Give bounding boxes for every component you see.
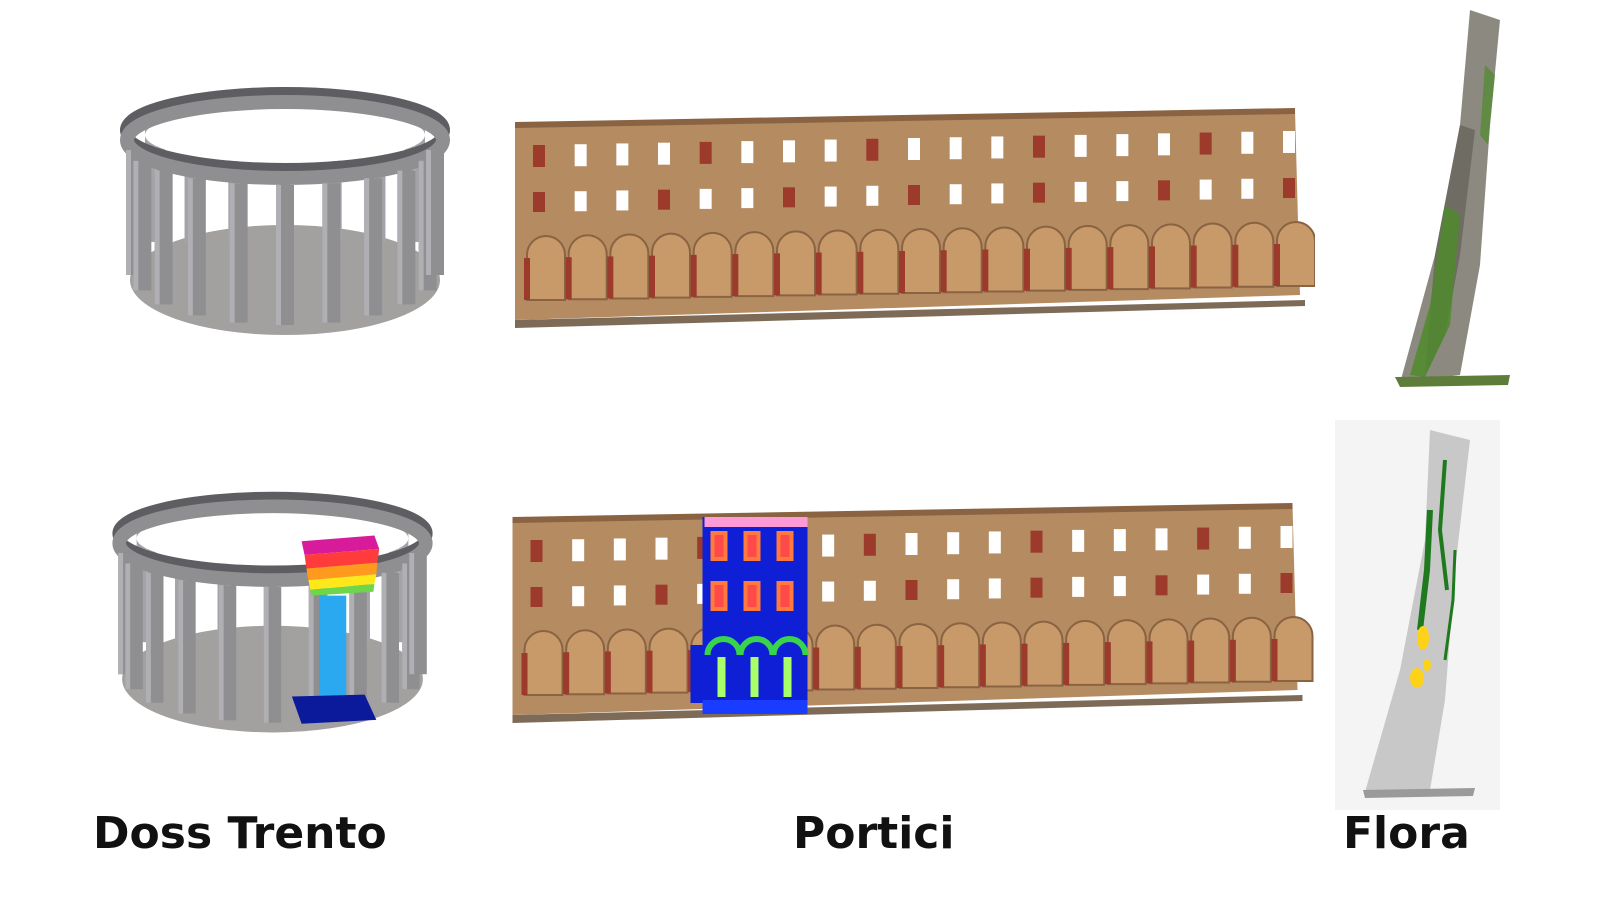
seg-left-pier (691, 645, 703, 703)
portico-arch (525, 631, 563, 695)
pilaster (1105, 642, 1111, 684)
seg-column (718, 657, 726, 697)
column-highlight (219, 585, 224, 720)
portico-arch (1275, 617, 1313, 681)
middle-window (1281, 573, 1293, 593)
upper-window (1158, 133, 1170, 155)
portico-arch (985, 227, 1023, 291)
portico-arch (694, 233, 732, 297)
portico-arch (858, 625, 896, 689)
pilaster (1274, 244, 1280, 286)
portico-arch (566, 630, 604, 694)
seg-window-inner (781, 535, 790, 557)
flora-segmented (1335, 420, 1500, 810)
upper-window (783, 140, 795, 162)
portici-pointcloud (515, 100, 1315, 330)
middle-window (575, 191, 587, 211)
pilaster (1066, 248, 1072, 290)
upper-window (1116, 134, 1128, 156)
middle-window (1031, 578, 1043, 598)
middle-window (741, 188, 753, 208)
middle-window (1075, 182, 1087, 202)
column-highlight (397, 171, 402, 305)
middle-window (700, 189, 712, 209)
pilaster (980, 644, 986, 686)
doss-trento-pointcloud (110, 80, 460, 350)
column-highlight (322, 183, 327, 322)
flora-pointcloud (1390, 5, 1520, 390)
portico-arch (610, 234, 648, 298)
upper-window (1239, 527, 1251, 549)
upper-window (950, 137, 962, 159)
pilaster (1191, 246, 1197, 288)
upper-window (989, 531, 1001, 553)
pilaster (605, 651, 611, 693)
column-highlight (155, 171, 160, 305)
seg-column (784, 657, 792, 697)
middle-window (658, 190, 670, 210)
column-highlight (409, 553, 414, 674)
caption-flora: Flora (1343, 808, 1470, 859)
column-highlight (230, 183, 235, 322)
column-highlight (426, 150, 431, 275)
caption-doss-trento: Doss Trento (93, 808, 387, 859)
pilaster (774, 253, 780, 295)
upper-window (700, 142, 712, 164)
upper-window (572, 539, 584, 561)
middle-window (1033, 183, 1045, 203)
pilaster (982, 249, 988, 291)
portico-arch (902, 229, 940, 293)
portico-arch (941, 623, 979, 687)
portico-arch (1152, 224, 1190, 288)
column-highlight (364, 178, 369, 315)
middle-window (1239, 574, 1251, 594)
pilaster (857, 252, 863, 294)
pilaster (607, 256, 613, 298)
middle-window (864, 581, 876, 601)
upper-window (1281, 526, 1293, 548)
portico-arch (944, 228, 982, 292)
pilaster (816, 253, 822, 295)
seg-window-inner (781, 585, 790, 607)
upper-window (1283, 131, 1295, 153)
pilaster (1107, 247, 1113, 289)
upper-window (1072, 530, 1084, 552)
middle-window (616, 190, 628, 210)
upper-window (947, 532, 959, 554)
tree-seg-lichen (1410, 668, 1424, 688)
portico-arch (569, 235, 607, 299)
tree-seg-lichen (1417, 626, 1429, 650)
middle-window (822, 582, 834, 602)
pilaster (897, 646, 903, 688)
middle-window (1283, 178, 1295, 198)
middle-window (572, 586, 584, 606)
column-highlight (276, 185, 281, 325)
upper-window (825, 140, 837, 162)
column-highlight (146, 573, 151, 703)
pilaster (563, 652, 569, 694)
portico-arch (860, 230, 898, 294)
portico-arch (1110, 225, 1148, 289)
tree-seg-lichen (1423, 659, 1431, 671)
column-highlight (133, 161, 138, 291)
upper-window (741, 141, 753, 163)
upper-window (1033, 136, 1045, 158)
portico-arch (983, 622, 1021, 686)
portico-arch (1025, 622, 1063, 686)
portico-arch (1027, 227, 1065, 291)
seg-window-inner (715, 535, 724, 557)
column-highlight (178, 580, 183, 713)
seg-column (751, 657, 759, 697)
upper-window (614, 538, 626, 560)
upper-window (822, 535, 834, 557)
middle-window (531, 587, 543, 607)
upper-window (531, 540, 543, 562)
middle-window (614, 585, 626, 605)
portico-arch (1277, 222, 1315, 286)
middle-window (656, 585, 668, 605)
portico-arch (819, 231, 857, 295)
pilaster (855, 647, 861, 689)
doss-trento-segmented (100, 485, 445, 747)
middle-window (950, 184, 962, 204)
middle-window (989, 578, 1001, 598)
pilaster (1149, 246, 1155, 288)
portico-arch (1069, 226, 1107, 290)
upper-window (1156, 528, 1168, 550)
portico-arch (1233, 618, 1271, 682)
upper-window (906, 533, 918, 555)
pilaster (899, 251, 905, 293)
upper-window (1075, 135, 1087, 157)
pilaster (691, 255, 697, 297)
upper-window (1114, 529, 1126, 551)
portico-arch (608, 629, 646, 693)
portico-arch (652, 234, 690, 298)
middle-window (991, 183, 1003, 203)
middle-window (1241, 179, 1253, 199)
middle-window (1158, 180, 1170, 200)
pilaster (941, 250, 947, 292)
portici-segmented (510, 495, 1315, 725)
middle-window (533, 192, 545, 212)
pilaster (524, 258, 530, 300)
upper-window (1241, 132, 1253, 154)
column-highlight (264, 587, 269, 723)
column-highlight (402, 563, 407, 689)
column-highlight (419, 161, 424, 291)
seg-cornice (705, 517, 808, 527)
seg-window-inner (748, 535, 757, 557)
pilaster (1022, 644, 1028, 686)
portico-arch (900, 624, 938, 688)
portico-arch (1194, 224, 1232, 288)
middle-window (866, 186, 878, 206)
upper-window (656, 538, 668, 560)
pilaster (1188, 641, 1194, 683)
portico-arch (527, 236, 565, 300)
pilaster (566, 257, 572, 299)
upper-window (658, 143, 670, 165)
upper-window (991, 136, 1003, 158)
middle-window (947, 579, 959, 599)
middle-window (783, 187, 795, 207)
portico-arch (650, 629, 688, 693)
upper-window (864, 534, 876, 556)
column-highlight (382, 573, 387, 703)
column-highlight (125, 563, 130, 689)
column-highlight (118, 553, 123, 674)
portico-arch (816, 626, 854, 690)
pilaster (1272, 639, 1278, 681)
seg-base (703, 700, 808, 714)
portico-arch (777, 231, 815, 295)
pilaster (649, 256, 655, 298)
pilaster (938, 645, 944, 687)
middle-window (908, 185, 920, 205)
pilaster (1232, 245, 1238, 287)
middle-window (1200, 180, 1212, 200)
portico-arch (1235, 223, 1273, 287)
upper-window (1200, 133, 1212, 155)
portico-arch (1108, 620, 1146, 684)
pilaster (732, 254, 738, 296)
middle-window (1072, 577, 1084, 597)
upper-window (616, 143, 628, 165)
seg-window-inner (748, 585, 757, 607)
middle-window (825, 187, 837, 207)
upper-window (908, 138, 920, 160)
pilaster (1063, 643, 1069, 685)
seg-window-inner (715, 585, 724, 607)
pilaster (1147, 641, 1153, 683)
seg-column-base (292, 695, 376, 724)
middle-window (1156, 575, 1168, 595)
middle-window (1197, 575, 1209, 595)
tree-base (1395, 375, 1510, 387)
middle-window (1116, 181, 1128, 201)
portico-arch (1150, 619, 1188, 683)
column-highlight (126, 150, 131, 275)
column-highlight (188, 178, 193, 315)
pilaster (647, 651, 653, 693)
pilaster (1024, 249, 1030, 291)
pilaster (813, 648, 819, 690)
pilaster (522, 653, 528, 695)
middle-window (1114, 576, 1126, 596)
portico-arch (1191, 619, 1229, 683)
upper-window (1031, 531, 1043, 553)
seg-column-shaft (319, 596, 346, 711)
caption-portici: Portici (793, 808, 955, 859)
middle-window (906, 580, 918, 600)
pilaster (1230, 640, 1236, 682)
upper-window (575, 144, 587, 166)
upper-window (866, 139, 878, 161)
column-highlight (349, 580, 354, 713)
upper-window (1197, 528, 1209, 550)
portico-arch (1066, 621, 1104, 685)
upper-window (533, 145, 545, 167)
portico-arch (735, 232, 773, 296)
